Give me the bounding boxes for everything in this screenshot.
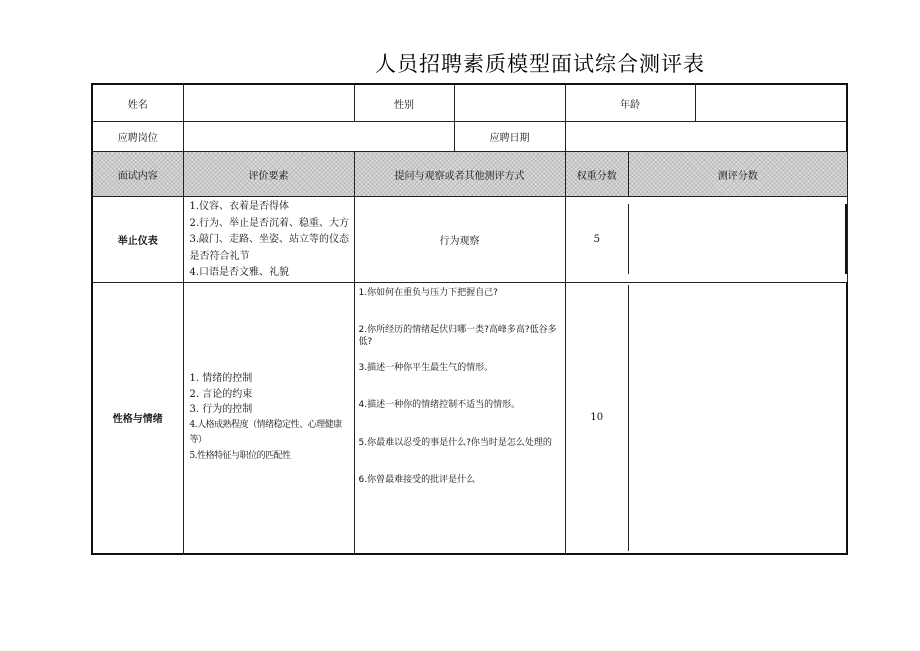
score-group [565, 282, 847, 554]
criteria-item: 1. 情绪的控制 [189, 373, 253, 384]
row-content-label: 举止仪表 [92, 197, 183, 283]
row-content-label: 性格与情绪 [92, 282, 183, 554]
criteria-list [183, 197, 354, 283]
age-field[interactable] [695, 84, 847, 122]
header-weight: 权重分数 [566, 152, 629, 196]
table-row [92, 282, 847, 554]
criteria-item: 2.行为、举止是否沉着、稳重、大方 [189, 217, 350, 229]
header-score: 测评分数 [629, 152, 847, 196]
criteria-item: 5.性格特征与职位的匹配性 [189, 450, 291, 461]
criteria-item: 4.口语是否文雅、礼貌 [189, 267, 290, 278]
position-label: 应聘岗位 [92, 122, 183, 152]
criteria-list [183, 282, 354, 554]
question-item: 6.你曾最难接受的批评是什么 [358, 475, 476, 485]
weight-value: 5 [566, 204, 629, 274]
header-score-group [565, 152, 847, 197]
age-label: 年龄 [565, 84, 695, 122]
evaluation-table [91, 83, 848, 555]
criteria-item: 3. 行为的控制 [189, 404, 253, 415]
question-item: 5.你最难以忍受的事是什么?你当时是怎么处理的 [358, 437, 552, 448]
table-row [92, 197, 847, 283]
criteria-item: 2. 言论的约束 [189, 388, 253, 400]
score-field[interactable] [629, 285, 847, 551]
form-title: 人员招聘素质模型面试综合测评表 [375, 52, 705, 76]
header-elements: 评价要素 [183, 152, 354, 197]
date-label: 应聘日期 [454, 122, 565, 152]
gender-label: 性别 [354, 84, 454, 122]
question-list [354, 282, 565, 554]
score-group [565, 197, 847, 283]
weight-value: 10 [566, 285, 629, 551]
gender-field[interactable] [454, 84, 565, 122]
question-item: 1.你如何在重负与压力下把握自己? [358, 287, 498, 298]
date-field[interactable] [565, 122, 847, 152]
name-label: 姓名 [92, 84, 183, 122]
criteria-item: 1.仪容、衣着是否得体 [189, 201, 290, 212]
criteria-item: 3.敲门、走路、坐姿、站立等的仪态是否符合礼节 [189, 234, 350, 262]
header-row [92, 152, 847, 197]
criteria-item: 4.人格成熟程度（情绪稳定性、心理健康等） [189, 419, 342, 445]
question-item: 3.描述一种你平生最生气的情形。 [358, 362, 494, 373]
score-subtable [566, 285, 847, 551]
question-item: 2.你所经历的情绪起伏归哪一类?高峰多高?低谷多低? [358, 325, 557, 347]
score-field[interactable] [629, 204, 846, 274]
header-method: 提问与观察或者其他测评方式 [354, 152, 565, 197]
header-content: 面试内容 [92, 152, 183, 197]
position-field[interactable] [183, 122, 454, 152]
question-item: 4.描述一种你的情绪控制不适当的情形。 [358, 400, 521, 410]
name-field[interactable] [183, 84, 354, 122]
info-row-2 [92, 122, 847, 152]
score-header-subtable [566, 152, 847, 196]
score-subtable [566, 204, 847, 274]
method-cell: 行为观察 [354, 197, 565, 283]
info-row-1 [92, 84, 847, 122]
